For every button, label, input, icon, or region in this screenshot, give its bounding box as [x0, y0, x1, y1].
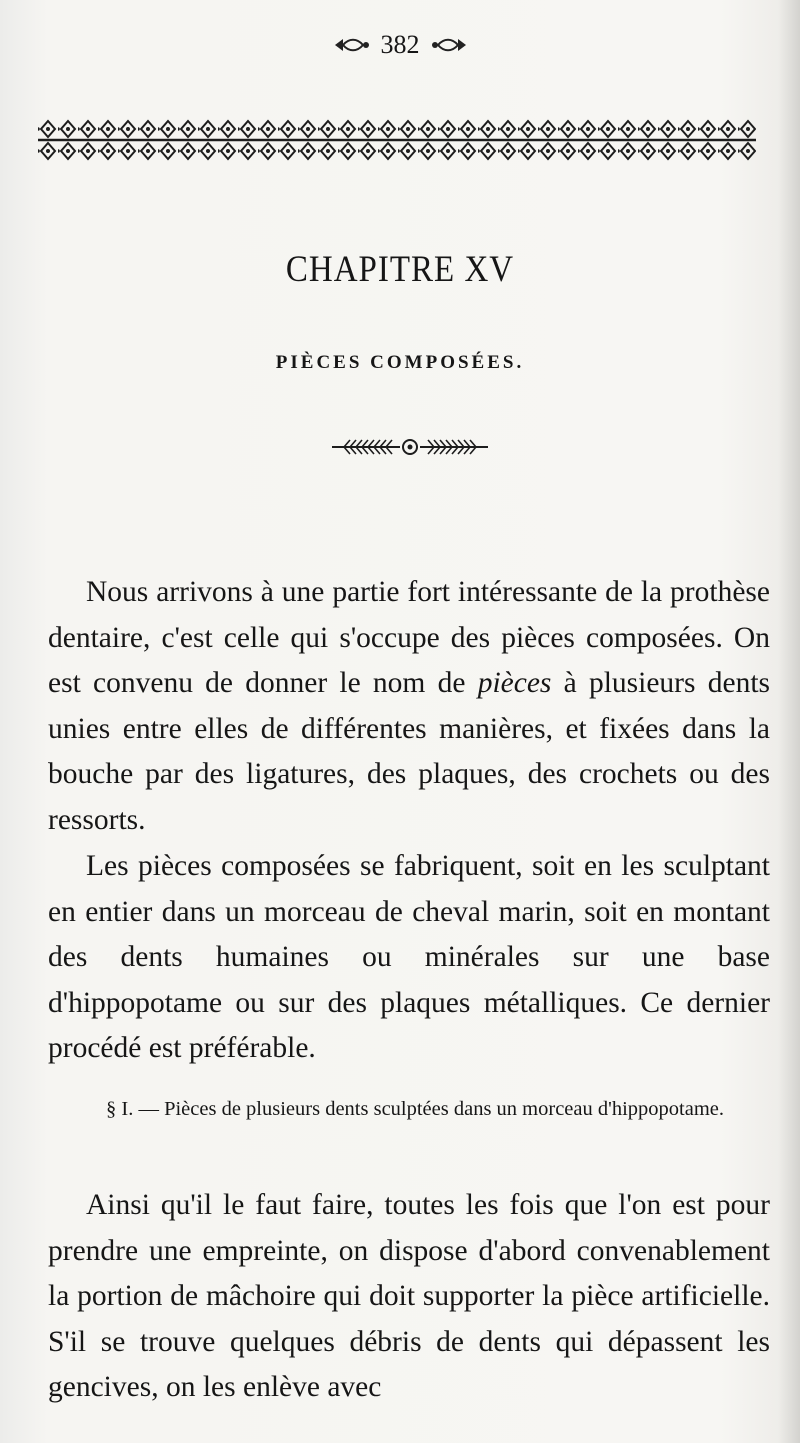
paragraph-1 — [48, 570, 770, 844]
page-header — [0, 30, 800, 60]
fleuron-ornament — [330, 436, 490, 458]
chapter-title: CHAPITRE XV — [285, 249, 515, 291]
chapter-subtitle: PIÈCES COMPOSÉES. — [275, 352, 525, 373]
page-number: 382 — [380, 30, 420, 59]
paragraph-2: Les pièces composées se fabriquent, soit en les sculptant en entier dans un morceau de cheval marin, soit en montant des dents humaines ou minérales sur une base d'hippopotame ou sur des plaques métalliques. Ce dernier procédé est préférable. — [48, 850, 770, 1065]
paragraph-1-text: Nous arrivons à une partie fort intéressante de la prothèse dentaire, c'est celle qui s'occupe des pièces composées. On est convenu de donner le nom de — [48, 576, 770, 700]
page-gutter-shadow — [778, 0, 800, 1443]
decorative-band — [38, 118, 756, 164]
right-ornament-icon — [430, 36, 468, 54]
paragraph-3: Ainsi qu'il le faut faire, toutes les fois que l'on est pour prendre une empreinte, on dispose d'abord convenablement la portion de mâchoire qui doit supporter la pièce artificielle. S'il se trouve quelques débris de dents qui dépassent les gencives, on les enlève avec — [48, 1189, 770, 1404]
paragraph-1-text-end: à plusieurs dents unies entre elles de différentes manières, et fixées dans la bouche par des ligatures, des plaques, des crochets ou des ressorts. — [48, 667, 770, 836]
paragraph-1-italic: pièces — [477, 667, 552, 700]
section-heading: § I. — Pièces de plusieurs dents sculptées dans un morceau d'hippopotame. — [106, 1098, 724, 1120]
left-ornament-icon — [333, 36, 371, 54]
